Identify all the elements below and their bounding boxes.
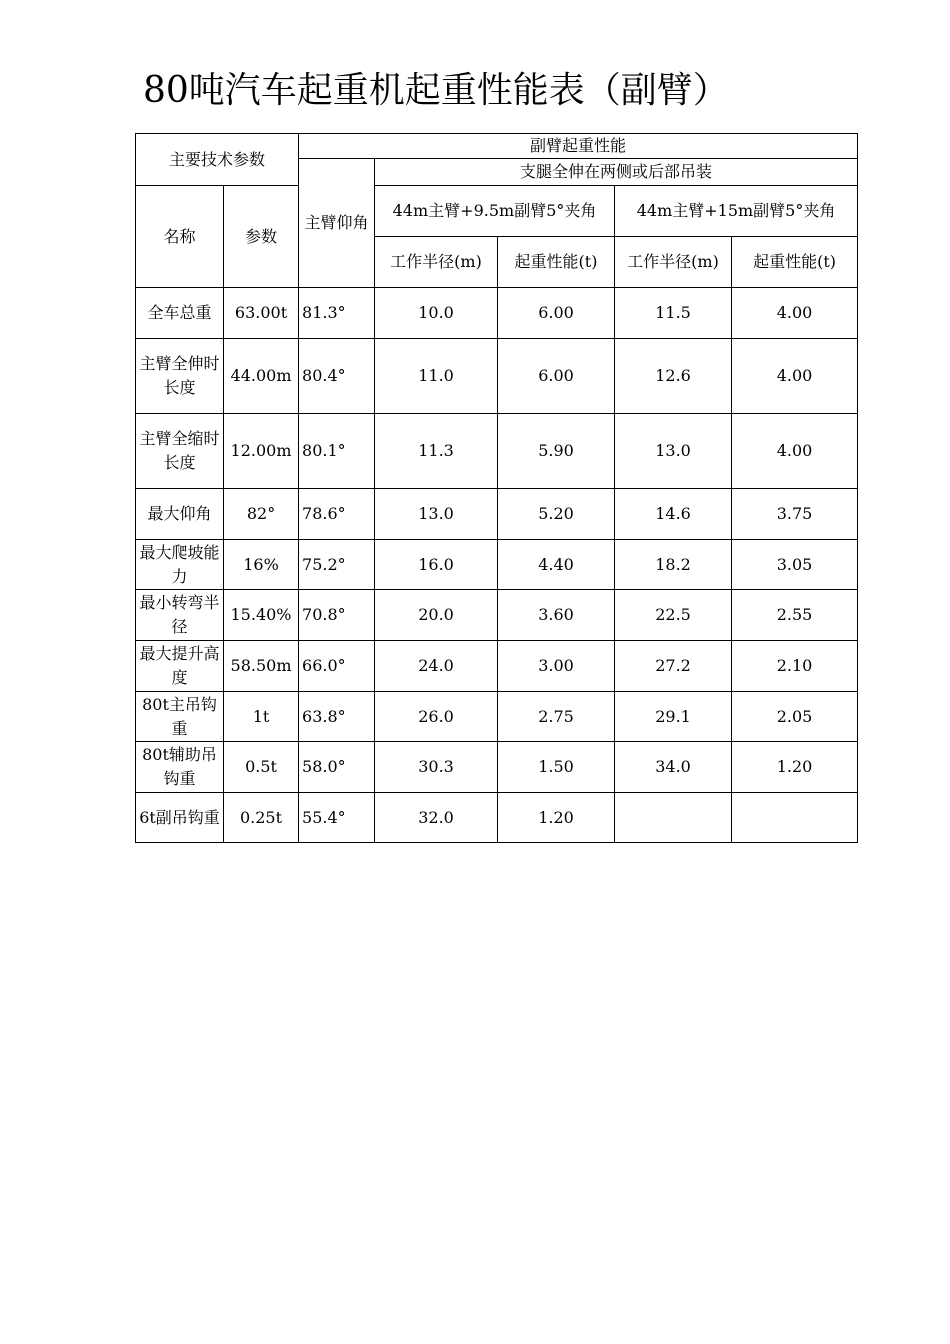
radius-a: 10.0 [375,288,498,339]
table-row [136,793,858,843]
capacity-a: 1.50 [498,742,615,793]
document-title: 80吨汽车起重机起重性能表（副臂） [143,70,729,111]
param-value: 58.50m [224,641,299,692]
param-name: 全车总重 [136,288,224,339]
param-name: 最大仰角 [136,489,224,540]
capacity-a: 2.75 [498,692,615,742]
capacity-a: 3.60 [498,590,615,641]
param-value: 0.5t [224,742,299,793]
crane-performance-table [135,133,858,843]
param-name: 6t副吊钩重 [136,793,224,843]
radius-a: 30.3 [375,742,498,793]
radius-b: 29.1 [615,692,732,742]
config-b-header: 44m主臂+15m副臂5°夹角 [615,186,858,237]
capacity-a-header: 起重性能(t) [498,237,615,288]
radius-b-header: 工作半径(m) [615,237,732,288]
table-row [136,692,858,742]
param-name: 最大提升高度 [136,641,224,692]
table-row [136,414,858,489]
radius-b: 34.0 [615,742,732,793]
boom-angle-header: 主臂仰角 [299,159,375,288]
boom-angle: 80.1° [299,414,375,489]
radius-b: 13.0 [615,414,732,489]
radius-a: 26.0 [375,692,498,742]
capacity-b: 2.55 [732,590,858,641]
capacity-a: 5.90 [498,414,615,489]
radius-a: 20.0 [375,590,498,641]
param-name: 80t辅助吊钩重 [136,742,224,793]
radius-a-header: 工作半径(m) [375,237,498,288]
capacity-a: 6.00 [498,339,615,414]
param-value: 16% [224,540,299,590]
outrigger-header: 支腿全伸在两侧或后部吊装 [375,159,858,186]
param-value: 0.25t [224,793,299,843]
table-row [136,641,858,692]
radius-b: 12.6 [615,339,732,414]
capacity-a: 6.00 [498,288,615,339]
table-row [136,540,858,590]
table-row [136,339,858,414]
table-row [136,489,858,540]
boom-angle: 80.4° [299,339,375,414]
radius-b: 27.2 [615,641,732,692]
capacity-a: 4.40 [498,540,615,590]
capacity-b: 3.75 [732,489,858,540]
capacity-b: 2.05 [732,692,858,742]
boom-angle: 81.3° [299,288,375,339]
table-row [136,288,858,339]
boom-angle: 70.8° [299,590,375,641]
radius-b: 18.2 [615,540,732,590]
table-row [136,742,858,793]
radius-a: 16.0 [375,540,498,590]
capacity-b: 4.00 [732,288,858,339]
capacity-b: 2.10 [732,641,858,692]
param-value: 82° [224,489,299,540]
radius-a: 13.0 [375,489,498,540]
capacity-b: 1.20 [732,742,858,793]
capacity-b: 4.00 [732,414,858,489]
param-name: 80t主吊钩重 [136,692,224,742]
table-row [136,590,858,641]
boom-angle: 75.2° [299,540,375,590]
radius-b: 22.5 [615,590,732,641]
param-value: 12.00m [224,414,299,489]
boom-angle: 66.0° [299,641,375,692]
param-value: 15.40% [224,590,299,641]
param-name: 主臂全缩时长度 [136,414,224,489]
radius-a: 32.0 [375,793,498,843]
capacity-b [732,793,858,843]
param-value: 44.00m [224,339,299,414]
param-name: 最大爬坡能力 [136,540,224,590]
capacity-b-header: 起重性能(t) [732,237,858,288]
radius-b [615,793,732,843]
param-value: 1t [224,692,299,742]
boom-angle: 55.4° [299,793,375,843]
boom-angle: 78.6° [299,489,375,540]
capacity-b: 4.00 [732,339,858,414]
radius-b: 11.5 [615,288,732,339]
param-name: 最小转弯半径 [136,590,224,641]
capacity-a: 1.20 [498,793,615,843]
capacity-a: 5.20 [498,489,615,540]
boom-angle: 63.8° [299,692,375,742]
radius-a: 24.0 [375,641,498,692]
boom-angle: 58.0° [299,742,375,793]
param-name: 主臂全伸时长度 [136,339,224,414]
value-header: 参数 [224,186,299,288]
radius-a: 11.3 [375,414,498,489]
radius-a: 11.0 [375,339,498,414]
capacity-b: 3.05 [732,540,858,590]
capacity-a: 3.00 [498,641,615,692]
param-value: 63.00t [224,288,299,339]
jib-performance-header: 副臂起重性能 [299,134,858,159]
config-a-header: 44m主臂+9.5m副臂5°夹角 [375,186,615,237]
radius-b: 14.6 [615,489,732,540]
name-header: 名称 [136,186,224,288]
main-params-header: 主要技术参数 [136,134,299,186]
